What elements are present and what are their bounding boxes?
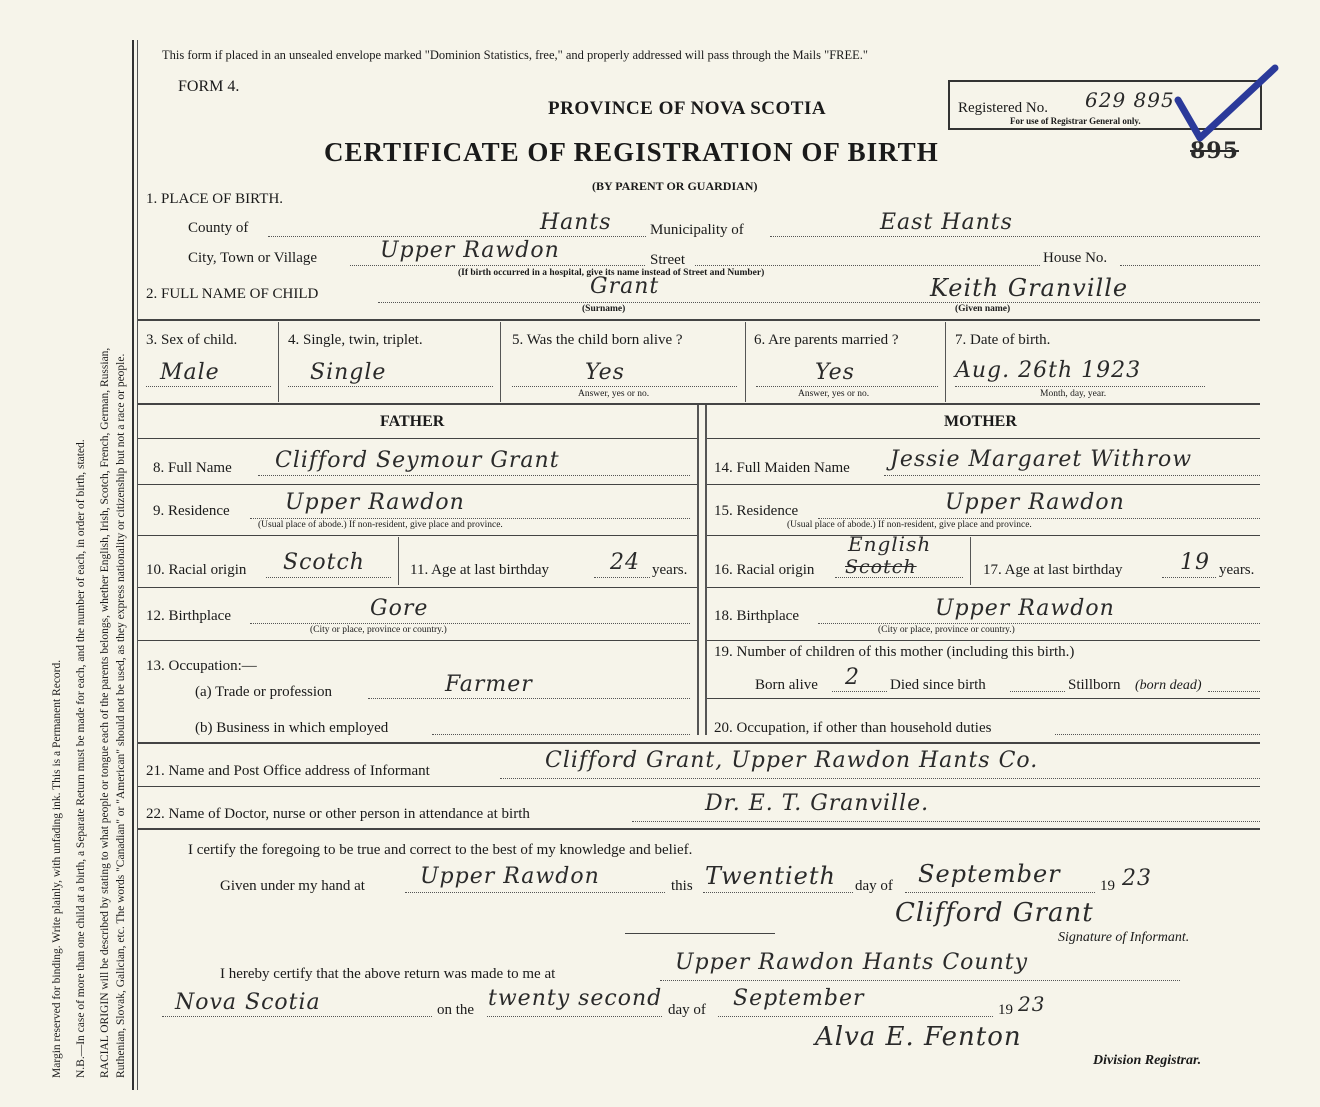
certificate-title: CERTIFICATE OF REGISTRATION OF BIRTH [324,137,939,167]
mother-birthplace-note: (City or place, province or country.) [878,625,1015,635]
doctor-value: Dr. E. T. Granville. [705,791,930,816]
place-of-birth-heading: 1. PLACE OF BIRTH. [146,191,284,207]
dob-label: 7. Date of birth. [955,332,1051,348]
father-trade-value: Farmer [445,672,533,697]
father-racial-value: Scotch [283,550,365,575]
born-alive-label: Born alive [755,677,818,693]
alive-note: Answer, yes or no. [578,389,650,399]
father-birthplace-note: (City or place, province or country.) [310,625,447,635]
registered-label: Registered No. [958,100,1048,116]
mother-children-label: 19. Number of children of this mother (including this birth.) [714,644,1075,660]
alive-value: Yes [585,360,625,385]
father-business-label: (b) Business in which employed [195,720,389,736]
mother-years: years. [1219,562,1255,578]
mother-heading: MOTHER [944,413,1017,430]
father-trade-label: (a) Trade or profession [195,684,333,700]
month-value: September [918,860,1061,888]
city-label: City, Town or Village [188,250,318,266]
certify-statement: I certify the foregoing to be true and correct to the best of my knowledge and belief. [188,842,693,858]
mail-notice: This form if placed in an unsealed envelope marked "Dominion Statistics, free," and properly addressed will pass through the Mails "FREE." [162,48,869,62]
stillborn-note: (born dead) [1135,678,1202,693]
plurality-value: Single [310,360,387,385]
father-residence-note: (Usual place of abode.) If non-resident, give place and province. [258,520,503,530]
born-alive-value: 2 [845,665,860,690]
registrar-day-of-label: day of [668,1002,706,1018]
surname-note: (Surname) [582,304,626,314]
mother-name-label: 14. Full Maiden Name [714,460,850,476]
registrar-place-value: Upper Rawdon Hants County [675,950,1029,975]
father-birthplace-value: Gore [370,596,429,621]
registrar-year-prefix: 19 [998,1002,1013,1018]
checkmark-icon [1170,60,1285,150]
died-since-birth-label: Died since birth [890,677,986,693]
certificate-subtitle: (BY PARENT OR GUARDIAN) [592,179,758,193]
margin-note-racial-origin: RACIAL ORIGIN will be described by stating to what people or tongue each of the parents belongs, whether English, Irish, Scotch, French, German, Russian, [99,347,111,1078]
margin-note-racial-origin-2: Ruthenian, Slovak, Galician, etc. The words "Canadian" or "American" should not be used, as they express nationality or citizenship but not a race or people. [115,353,127,1078]
dob-value: Aug. 26th 1923 [955,358,1142,383]
mother-residence-value: Upper Rawdon [945,490,1125,515]
mother-racial-struck: Scotch [845,556,917,578]
father-heading: FATHER [380,413,445,430]
plurality-label: 4. Single, twin, triplet. [288,332,423,348]
informant-label: 21. Name and Post Office address of Informant [146,763,430,779]
margin-rule-inner [137,40,138,1090]
form-number: FORM 4. [178,78,240,95]
corner-number: 895 [1190,138,1239,164]
registrar-signature: Alva E. Fenton [815,1022,1022,1052]
registered-number: 629 895 [1085,88,1175,112]
doctor-label: 22. Name of Doctor, nurse or other person in attendance at birth [146,806,530,822]
sex-label: 3. Sex of child. [146,332,238,348]
province-heading: PROVINCE OF NOVA SCOTIA [548,98,827,119]
father-birthplace-label: 12. Birthplace [146,608,231,624]
year-value: 23 [1122,866,1152,891]
municipality-value: East Hants [880,210,1013,235]
registrar-place-value-2: Nova Scotia [175,990,321,1015]
mother-residence-label: 15. Residence [714,503,799,519]
dob-note: Month, day, year. [1040,389,1107,399]
given-place-value: Upper Rawdon [420,864,600,889]
given-name-note: (Given name) [955,304,1011,314]
county-value: Hants [540,210,612,235]
municipality-label: Municipality of [650,222,744,238]
mother-age-value: 19 [1180,550,1210,575]
registrar-statement: I hereby certify that the above return was made to me at [220,966,556,982]
registrar-day-value: twenty second [488,986,663,1011]
informant-value: Clifford Grant, Upper Rawdon Hants Co. [545,748,1039,773]
alive-label: 5. Was the child born alive ? [512,332,683,348]
father-name-label: 8. Full Name [153,460,232,476]
given-label: Given under my hand at [220,878,365,894]
informant-signature-label: Signature of Informant. [1058,930,1190,945]
father-years: years. [652,562,688,578]
mother-residence-note: (Usual place of abode.) If non-resident, give place and province. [787,520,1032,530]
house-label: House No. [1043,250,1108,266]
sex-value: Male [160,360,220,385]
father-residence-label: 9. Residence [153,503,230,519]
registrar-note: For use of Registrar General only. [1010,116,1141,126]
informant-signature: Clifford Grant [895,898,1094,928]
father-name-value: Clifford Seymour Grant [275,448,560,473]
on-the-label: on the [437,1002,475,1018]
father-age-label: 11. Age at last birthday [410,562,549,578]
married-note: Answer, yes or no. [798,389,870,399]
registrar-signature-label: Division Registrar. [1093,1053,1202,1068]
father-racial-label: 10. Racial origin [146,562,247,578]
day-value: Twentieth [705,862,836,890]
registrar-month-value: September [733,986,865,1011]
margin-note-separate-return: N.B.—In case of more than one child at a birth, a Separate Return must be made for each, and the number of each, in order of birth, stated. [75,439,87,1078]
given-name-value: Keith Granville [930,274,1129,302]
mother-racial-value: English [848,532,932,556]
stillborn-label: Stillborn [1068,677,1121,693]
hospital-note: (If birth occurred in a hospital, give its name instead of Street and Number) [458,268,765,278]
father-occupation-label: 13. Occupation:— [146,658,257,674]
mother-name-value: Jessie Margaret Withrow [890,447,1193,472]
registrar-year-value: 23 [1018,992,1046,1016]
child-name-label: 2. FULL NAME OF CHILD [146,286,319,302]
mother-birthplace-label: 18. Birthplace [714,608,799,624]
mother-racial-label: 16. Racial origin [714,562,815,578]
mother-age-label: 17. Age at last birthday [983,562,1123,578]
father-residence-value: Upper Rawdon [285,490,465,515]
margin-note-binding: Margin reserved for binding. Write plainly, with unfading ink. This is a Permanent Record. [51,659,63,1078]
this-label: this [671,878,693,894]
mother-birthplace-value: Upper Rawdon [935,596,1115,621]
day-of-label: day of [855,878,893,894]
street-label: Street [650,252,685,268]
year-prefix: 19 [1100,878,1115,894]
surname-value: Grant [590,274,660,299]
city-value: Upper Rawdon [380,238,560,263]
mother-occupation-label: 20. Occupation, if other than household duties [714,720,992,736]
county-label: County of [188,220,249,236]
father-age-value: 24 [610,550,640,575]
married-value: Yes [815,360,855,385]
married-label: 6. Are parents married ? [754,332,899,348]
margin-rule [132,40,134,1090]
